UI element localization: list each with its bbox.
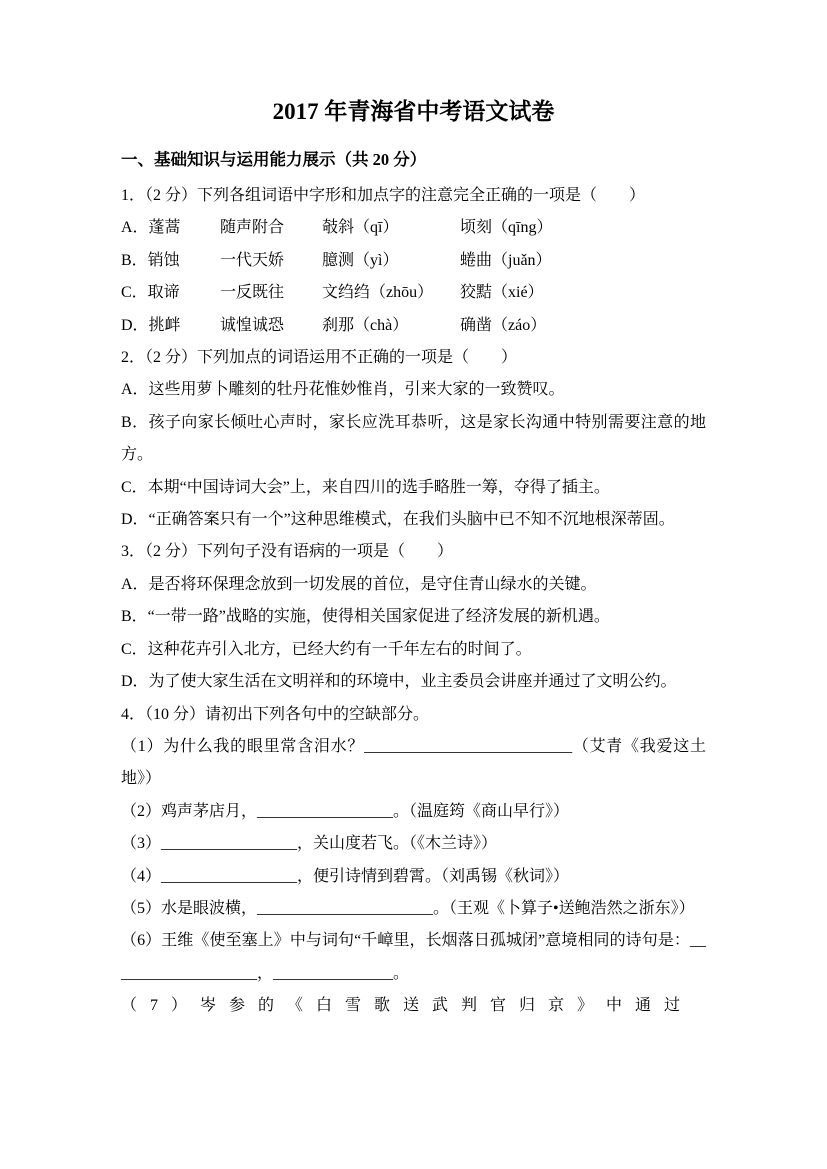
q1-stem: 1．（2 分）下列各组词语中字形和加点字的注意完全正确的一项是（ ） bbox=[121, 187, 646, 204]
q2-stem: 2．（2 分）下列加点的词语运用不正确的一项是（ ） bbox=[121, 349, 518, 367]
q1-a-col1: A．蓬蒿 bbox=[121, 219, 181, 237]
q4-item-7: （7）岑参的《白雪歌送武判官归京》中通过 bbox=[121, 997, 694, 1015]
q1-option-row-c bbox=[121, 277, 706, 309]
q1-d-col2: 诚惶诚恐 bbox=[220, 316, 285, 334]
q3-option-d: D．为了使大家生活在文明祥和的环境中，业主委员会讲座并通过了文明公约。 bbox=[121, 673, 677, 691]
q1-a-col4: 顷刻（qīng） bbox=[460, 219, 553, 237]
q4-item-5: （5）水是眼波横，______________________。（王观《卜算子•送鲍浩然之浙东》） bbox=[121, 899, 695, 917]
q4-item-6: （6）王维《使至塞上》中与词句“千嶂里，长烟落日孤城闭”意境相同的诗句是：___________________，_______________。 bbox=[121, 932, 706, 982]
q1-option-row-a bbox=[121, 212, 706, 244]
q3-stem: 3．（2 分）下列句子没有语病的一项是（ ） bbox=[121, 543, 454, 561]
q1-b-col2: 一代天娇 bbox=[220, 251, 285, 269]
q2-option-a: A．这些用萝卜雕刻的牡丹花惟妙惟肖，引来大家的一致赞叹。 bbox=[121, 381, 565, 399]
q1-d-col4: 确凿（záo） bbox=[460, 316, 547, 334]
q2-option-d: D．“正确答案只有一个”这种思维模式，在我们头脑中已不知不沉地根深蒂固。 bbox=[121, 511, 675, 529]
q1-d-col1: D．挑衅 bbox=[121, 316, 181, 334]
q4-item-2: （2）鸡声茅店月，_________________。（温庭筠《商山早行》） bbox=[121, 802, 570, 820]
q1-c-col2: 一反既往 bbox=[220, 284, 285, 302]
q1-d-col3: 刹那（chà） bbox=[322, 316, 409, 334]
q1-b-col1: B．销蚀 bbox=[121, 251, 180, 269]
q3-option-a: A．是否将环保理念放到一切发展的首位，是守住青山绿水的关键。 bbox=[121, 575, 597, 593]
q1-option-row-b bbox=[121, 245, 706, 277]
q4-stem: 4．（10 分）请初出下列各句中的空缺部分。 bbox=[121, 705, 430, 723]
q4-item-4: （4）_________________，便引诗情到碧霄。（刘禹锡《秋词》） bbox=[121, 867, 570, 885]
section-heading: 一、基础知识与运用能力展示（共 20 分） bbox=[121, 150, 427, 169]
q1-c-col1: C．取谛 bbox=[121, 284, 180, 302]
q2-option-b: B．孩子向家长倾吐心声时，家长应洗耳恭听，这是家长沟通中特别需要注意的地方。 bbox=[121, 413, 706, 464]
q1-b-col3: 臆测（yì） bbox=[322, 251, 399, 269]
page-title: 2017 年青海省中考语文试卷 bbox=[272, 99, 555, 124]
q1-c-col4: 狡黠（xié） bbox=[460, 284, 544, 302]
q1-a-col3: 攲斜（qī） bbox=[322, 219, 399, 237]
q3-option-c: C．这种花卉引入北方，已经大约有一千年左右的时间了。 bbox=[121, 640, 532, 658]
q1-c-col3: 文绉绉（zhōu） bbox=[322, 284, 434, 302]
q3-option-b: B．“一带一路”战略的实施，使得相关国家促进了经济发展的新机遇。 bbox=[121, 608, 610, 626]
q1-a-col2: 随声附合 bbox=[220, 219, 285, 237]
q1-b-col4: 蜷曲（juǎn） bbox=[460, 251, 552, 269]
q4-item-1: （1）为什么我的眼里常含泪水？__________________________（艾青《我爱这土地》） bbox=[121, 737, 706, 788]
q1-option-row-d bbox=[121, 310, 706, 342]
q2-option-c: C．本期“中国诗词大会”上，来自四川的选手略胜一筹，夺得了插主。 bbox=[121, 478, 610, 496]
q4-item-3: （3）_________________，关山度若飞。（《木兰诗》） bbox=[121, 835, 498, 853]
